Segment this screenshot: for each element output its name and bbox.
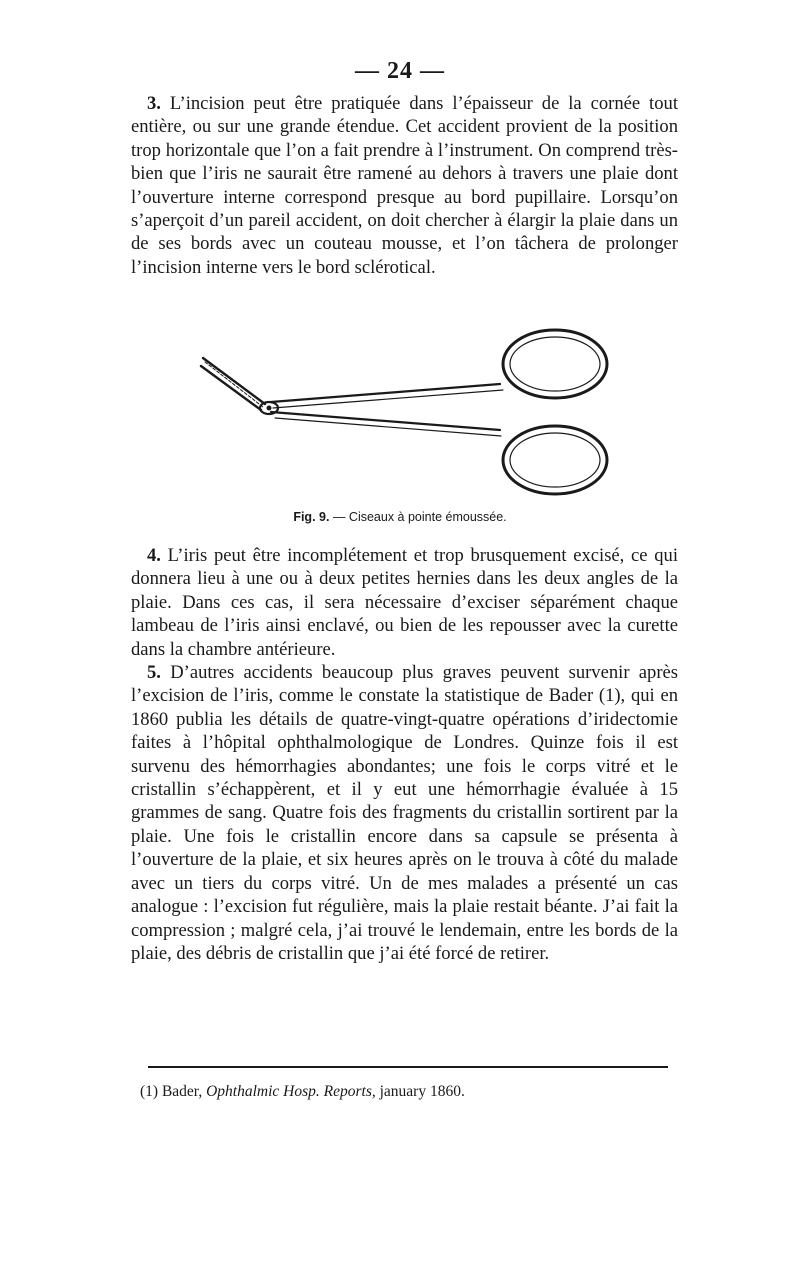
footnote-date: january 1860. — [379, 1083, 465, 1100]
footnote-divider — [148, 1066, 668, 1068]
paragraph-number: 3. — [147, 93, 161, 114]
figure-label: Fig. 9. — [293, 510, 330, 524]
paragraph-text: L’iris peut être incomplétement et trop brusquement excisé, ce qui donnera lieu à une ou à deux petites hernies dans les deux angles de la plaie. Dans ces cas, il sera nécessaire d’exciser séparément chaque lambeau de l’iris ainsi enclavé, ou bien de les repousser avec la curette dans la chambre antérieure. — [131, 545, 678, 660]
page-number: — 24 — — [355, 58, 445, 84]
scissors-illustration — [195, 322, 615, 502]
paragraph-text: D’autres accidents beaucoup plus graves peuvent survenir après l’excision de l’iris, comme le constate la statistique de Bader (1), qui en 1860 publia les détails de quatre-vingt-quatre opérations d’iridectomie faites à l’hôpital ophthalmologique de Londres. Quinze fois il est survenu des hémorrhagies abondantes; une fois le corps vitré et le cristallin s’échappèrent, et il y eut une hémorrhagie évaluée à 15 grammes de sang. Quatre fois des fragments du cristallin sortirent par la plaie. Une fois le cristallin encore dans sa capsule se présenta à l’ouverture de la plaie, et six heures après on le trouva à côté du malade avec un tiers du corps vitré. Un de mes malades a présenté un cas analogue : l’excision fut régulière, mais la plaie restait béante. J’ai fait la compression ; malgré cela, j’ai trouvé le lendemain, entre les bords de la plaie, des débris de cristallin que j’ai été forcé de retirer. — [131, 662, 678, 964]
figure-caption — [0, 510, 800, 524]
paragraph-number: 4. — [147, 545, 161, 566]
paragraphs-4-5 — [131, 544, 678, 965]
figure-caption-text: — Ciseaux à pointe émoussée. — [332, 510, 507, 524]
paragraph-text: L’incision peut être pratiquée dans l’épaisseur de la cornée tout entière, ou sur une grande étendue. Cet accident provient de la position trop horizontale que l’on a fait prendre à l’instrument. On comprend très-bien que l’iris ne saurait être ramené au dehors à travers une plaie dont l’ouverture interne correspond presque au bord pupillaire. Lorsqu’on s’aperçoit d’un pareil accident, on doit chercher à élargir la plaie dans un de ses bords avec un couteau mousse, et l’on tâchera de prolonger l’incision interne vers le bord sclérotical. — [131, 93, 678, 278]
footnote — [140, 1082, 680, 1102]
paragraph-3 — [131, 92, 678, 279]
footnote-journal: Ophthalmic Hosp. Reports, — [206, 1083, 376, 1100]
footnote-author: Bader, — [161, 1083, 203, 1100]
paragraph-number: 5. — [147, 662, 161, 684]
footnote-marker: (1) — [140, 1083, 159, 1100]
